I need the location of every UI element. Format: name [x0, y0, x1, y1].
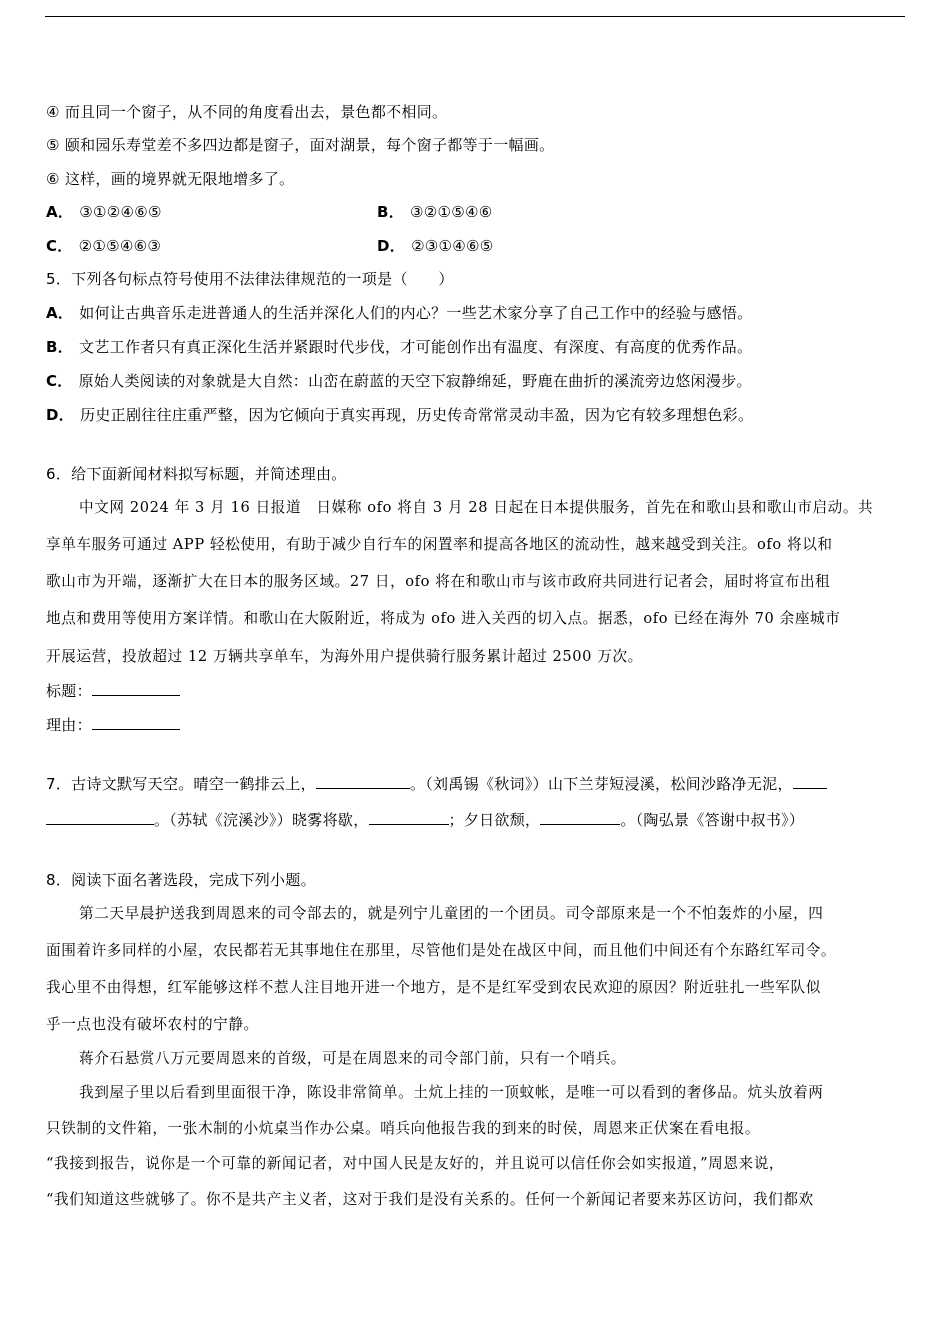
option-text: 文艺工作者只有真正深化生活并紧跟时代步伐，才可能创作出有温度、有深度、有高度的优秀作品。 — [79, 338, 753, 356]
q7-blank-2[interactable] — [793, 774, 827, 789]
q8-passage-line: 我到屋子里以后看到里面很干净，陈设非常简单。土炕上挂的一顶蚊帐，是唯一可以看到的奢侈品。炕头放着两 — [79, 1084, 824, 1101]
q7-line-2 — [46, 809, 804, 831]
option-label: D． — [46, 406, 75, 424]
q5-option-b — [46, 336, 752, 358]
q8-passage-line: 蒋介石悬赏八万元要周恩来的首级，可是在周恩来的司令部门前，只有一个哨兵。 — [79, 1050, 626, 1067]
q7-text: 。（苏轼《浣溪沙》）晓雾将歇， — [154, 811, 369, 829]
q8-passage-line: “我们知道这些就够了。你不是共产主义者，这对于我们是没有关系的。任何一个新闻记者要来苏区访问，我们都欢 — [46, 1191, 814, 1208]
q6-passage-line: 歌山市为开端，逐渐扩大在日本的服务区域。27 日，ofo 将在和歌山市与该市政府共同进行记者会，届时将宣布出租 — [46, 573, 831, 590]
q4-option-b — [377, 201, 493, 223]
q6-passage-line: 地点和费用等使用方案详情。和歌山在大阪附近，将成为 ofo 进入关西的切入点。据悉，ofo 已经在海外 70 余座城市 — [46, 610, 841, 627]
q8-passage-line: 第二天早晨护送我到周恩来的司令部去的，就是列宁儿童团的一个团员。司令部原来是一个不怕轰炸的小屋，四 — [79, 905, 824, 922]
q6-passage-line: 中文网 2024 年 3 月 16 日报道 日媒称 ofo 将自 3 月 28 日起在日本提供服务，首先在和歌山县和歌山市启动。共 — [79, 499, 874, 516]
reason-blank[interactable] — [92, 715, 180, 730]
q6-reason-answer — [46, 714, 180, 736]
title-blank[interactable] — [92, 681, 180, 696]
q7-blank-1[interactable] — [316, 774, 410, 789]
sentence-step-4: ④ 而且同一个窗子，从不同的角度看出去，景色都不相同。 — [46, 103, 448, 121]
q8-stem: 8．阅读下面名著选段，完成下列小题。 — [46, 871, 316, 889]
option-text: ②①⑤④⑥③ — [78, 237, 162, 255]
option-text: 历史正剧往往庄重严整，因为它倾向于真实再现，历史传奇常常灵动丰盈，因为它有较多理想色彩。 — [80, 406, 754, 424]
option-label: C． — [46, 237, 73, 255]
option-text: 如何让古典音乐走进普通人的生活并深化人们的内心？一些艺术家分享了自己工作中的经验与感悟。 — [79, 304, 753, 322]
reason-label: 理由： — [46, 716, 92, 734]
q4-option-d — [377, 235, 494, 257]
sentence-step-6: ⑥ 这样，画的境界就无限地增多了。 — [46, 170, 295, 188]
q5-option-c — [46, 370, 752, 392]
q5-option-a — [46, 302, 752, 324]
q5-option-d — [46, 404, 753, 426]
q8-passage-line: 我心里不由得想，红军能够这样不惹人注目地开进一个地方，是不是红军受到农民欢迎的原因？附近驻扎一些军队似 — [46, 979, 821, 996]
q8-passage-line: “我接到报告，说你是一个可靠的新闻记者，对中国人民是友好的，并且说可以信任你会如实报道，”周恩来说， — [46, 1155, 785, 1172]
q5-stem: 5．下列各句标点符号使用不法律法律规范的一项是（ ） — [46, 270, 454, 288]
option-label: B． — [377, 203, 405, 221]
option-text: 原始人类阅读的对象就是大自然：山峦在蔚蓝的天空下寂静绵延，野鹿在曲折的溪流旁边悠闲漫步。 — [78, 372, 752, 390]
q7-text: 。（刘禹锡《秋词》）山下兰芽短浸溪，松间沙路净无泥， — [409, 775, 793, 793]
option-label: B． — [46, 338, 74, 356]
q6-passage-line: 开展运营，投放超过 12 万辆共享单车，为海外用户提供骑行服务累计超过 2500 万次。 — [46, 648, 643, 665]
option-label: A． — [46, 203, 74, 221]
q4-option-a — [46, 201, 162, 223]
q7-line-1 — [46, 773, 827, 795]
sentence-step-5: ⑤ 颐和园乐寿堂差不多四边都是窗子，面对湖景，每个窗子都等于一幅画。 — [46, 136, 555, 154]
option-label: C． — [46, 372, 73, 390]
q7-blank-2-cont[interactable] — [46, 810, 154, 825]
q7-text: 7．古诗文默写天空。晴空一鹤排云上， — [46, 775, 316, 793]
q8-passage-line: 乎一点也没有破坏农村的宁静。 — [46, 1016, 259, 1033]
q6-stem: 6．给下面新闻材料拟写标题，并简述理由。 — [46, 465, 347, 483]
title-label: 标题： — [46, 682, 92, 700]
q6-title-answer — [46, 680, 180, 702]
option-text: ②③①④⑥⑤ — [411, 237, 494, 255]
option-label: A． — [46, 304, 74, 322]
q7-text: ；夕日欲颓， — [448, 811, 541, 829]
q4-option-c — [46, 235, 161, 257]
q8-passage-line: 面围着许多同样的小屋，农民都若无其事地住在那里，尽管他们是处在战区中间，而且他们中间还有个东路红军司令。 — [46, 942, 837, 959]
q6-passage-line: 享单车服务可通过 APP 轻松使用，有助于减少自行车的闲置率和提高各地区的流动性，越来越受到关注。ofo 将以和 — [46, 536, 833, 553]
option-text: ③②①⑤④⑥ — [410, 203, 493, 221]
q7-blank-3[interactable] — [369, 810, 449, 825]
q7-blank-4[interactable] — [540, 810, 620, 825]
option-text: ③①②④⑥⑤ — [79, 203, 162, 221]
option-label: D． — [377, 237, 406, 255]
header-rule — [45, 16, 905, 17]
q8-passage-line: 只铁制的文件箱，一张木制的小炕桌当作办公桌。哨兵向他报告我的到来的时侯，周恩来正伏案在看电报。 — [46, 1120, 761, 1137]
q7-text: 。（陶弘景《答谢中叔书》） — [620, 811, 805, 829]
